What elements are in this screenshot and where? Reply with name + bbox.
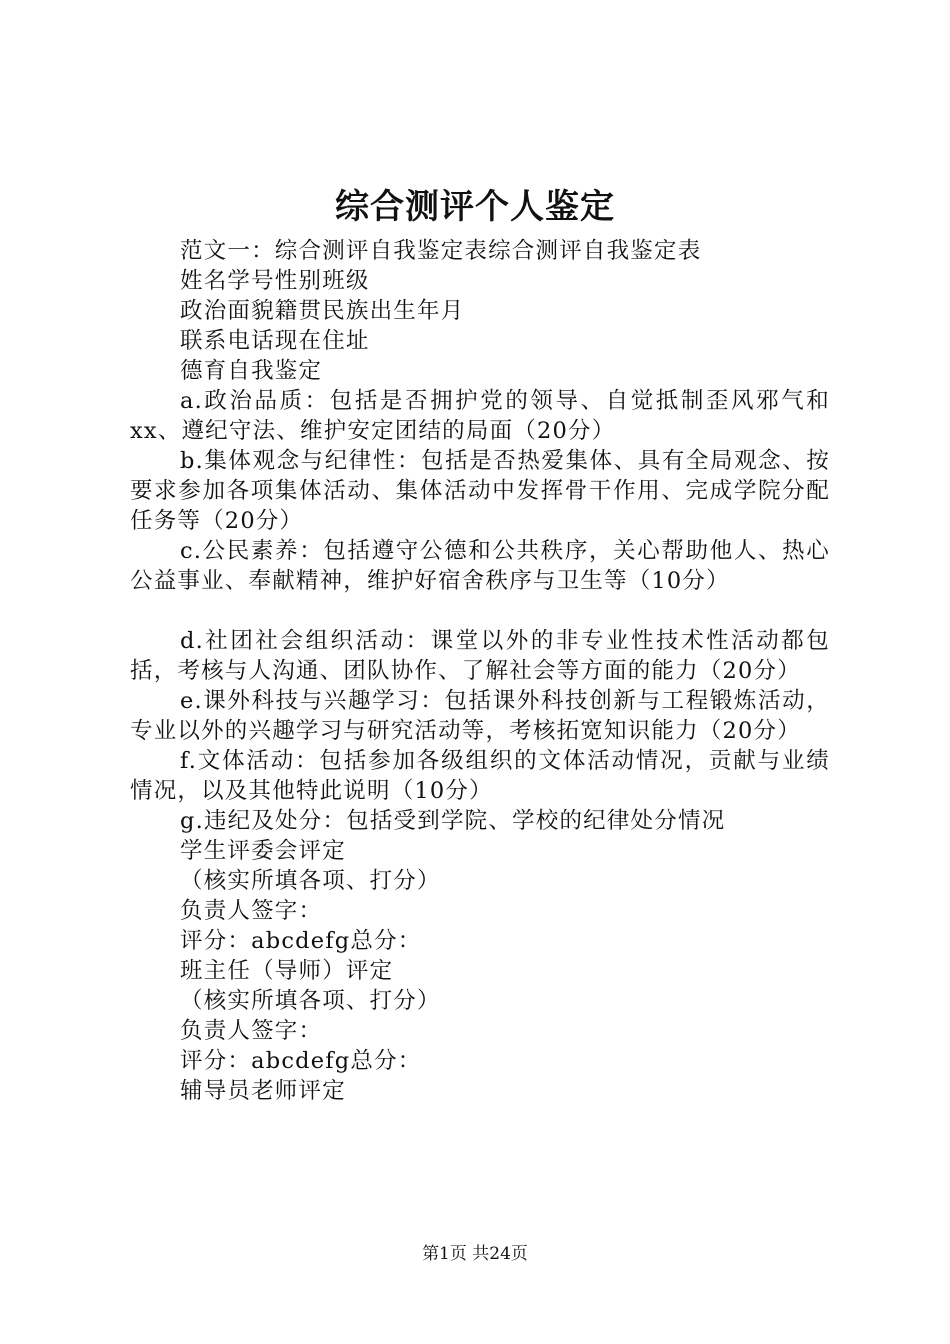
paragraph: 班主任（导师）评定: [180, 958, 394, 984]
paragraph: 联系电话现在住址: [180, 328, 370, 354]
paragraph: 学生评委会评定: [180, 838, 346, 864]
paragraph: 评分：abcdefg总分：: [180, 928, 422, 954]
paragraph: a.政治品质：包括是否拥护党的领导、自觉抵制歪风邪气和xx、遵纪守法、维护安定团结的局面（20分）: [130, 388, 830, 444]
paragraph: 负责人签字：: [180, 898, 323, 924]
paragraph: 范文一：综合测评自我鉴定表综合测评自我鉴定表: [180, 238, 702, 264]
paragraph: 负责人签字：: [180, 1018, 323, 1044]
paragraph: 姓名学号性别班级: [180, 268, 370, 294]
paragraph: g.违纪及处分：包括受到学院、学校的纪律处分情况: [180, 808, 726, 834]
paragraph: 德育自我鉴定: [180, 358, 323, 384]
page-footer: 第1页 共24页: [422, 1244, 528, 1264]
document-title: 综合测评个人鉴定: [335, 187, 615, 227]
paragraph: （核实所填各项、打分）: [180, 868, 441, 894]
document-body: [130, 236, 830, 1106]
paragraph: （核实所填各项、打分）: [180, 988, 441, 1014]
paragraph: e.课外科技与兴趣学习：包括课外科技创新与工程锻炼活动，专业以外的兴趣学习与研究活动等，考核拓宽知识能力（20分）: [130, 688, 830, 744]
paragraph: 辅导员老师评定: [180, 1078, 346, 1104]
paragraph: 评分：abcdefg总分：: [180, 1048, 422, 1074]
paragraph: 政治面貌籍贯民族出生年月: [180, 298, 465, 324]
paragraph: c.公民素养：包括遵守公德和公共秩序，关心帮助他人、热心公益事业、奉献精神，维护好宿舍秩序与卫生等（10分）: [130, 538, 830, 594]
paragraph: b.集体观念与纪律性：包括是否热爱集体、具有全局观念、按要求参加各项集体活动、集体活动中发挥骨干作用、完成学院分配任务等（20分）: [130, 448, 830, 534]
paragraph: f.文体活动：包括参加各级组织的文体活动情况，贡献与业绩情况，以及其他特此说明（10分）: [130, 748, 830, 804]
paragraph: d.社团社会组织活动：课堂以外的非专业性技术性活动都包括，考核与人沟通、团队协作、了解社会等方面的能力（20分）: [130, 628, 830, 684]
